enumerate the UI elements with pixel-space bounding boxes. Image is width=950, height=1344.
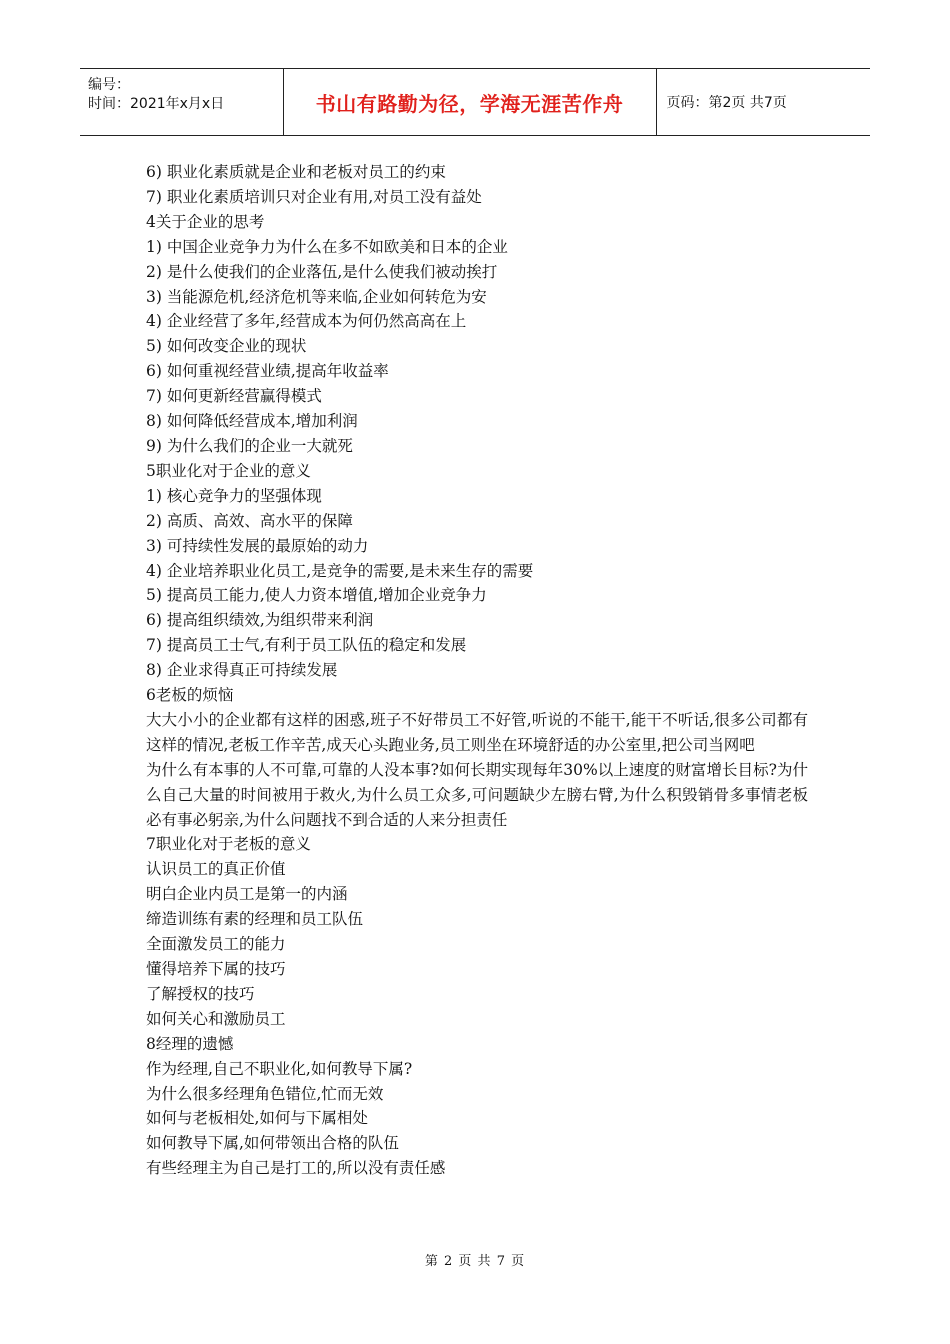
text-line: 5) 提高员工能力,使人力资本增值,增加企业竞争力 <box>146 586 487 605</box>
text-line: 6) 如何重视经营业绩,提高年收益率 <box>146 362 389 381</box>
section-heading: 4关于企业的思考 <box>146 212 265 231</box>
text-line: 8) 企业求得真正可持续发展 <box>146 661 338 680</box>
text-line: 认识员工的真正价值 <box>146 860 286 879</box>
text-line: 1) 中国企业竞争力为什么在多不如欧美和日本的企业 <box>146 237 508 256</box>
text-line: 8) 如何降低经营成本,增加利润 <box>146 412 358 431</box>
header-motto-cell <box>283 69 656 136</box>
text-line: 7) 如何更新经营赢得模式 <box>146 387 322 406</box>
text-line: 了解授权的技巧 <box>146 984 255 1003</box>
text-line: 懂得培养下属的技巧 <box>146 960 286 978</box>
document-date-label: 时间：2021年x月x日 <box>88 96 225 112</box>
text-line: 如何与老板相处,如何与下属相处 <box>146 1109 368 1128</box>
header-meta <box>80 69 283 136</box>
text-line: 为什么很多经理角色错位,忙而无效 <box>146 1084 384 1103</box>
text-line: 有些经理主为自己是打工的,所以没有责任感 <box>146 1159 446 1178</box>
text-line: 6) 提高组织绩效,为组织带来利润 <box>146 611 374 630</box>
text-line: 如何关心和激励员工 <box>146 1009 286 1028</box>
text-line: 全面激发员工的能力 <box>146 935 286 954</box>
document-number-label: 编号： <box>88 77 130 93</box>
paragraph: 为什么有本事的人不可靠,可靠的人没本事?如何长期实现每年30%以上速度的财富增长目标?为什么自己大量的时间被用于救火,为什么员工众多,可问题缺少左膀右臂,为什么积毁销骨多事情老板必有事必躬亲,为什么问题找不到合适的人来分担责任 <box>146 760 808 829</box>
text-line: 7) 职业化素质培训只对企业有用,对员工没有益处 <box>146 187 482 206</box>
section-heading: 7职业化对于老板的意义 <box>146 835 311 854</box>
text-line: 缔造训练有素的经理和员工队伍 <box>146 910 364 929</box>
header-page-number: 页码：第2页 共7页 <box>666 95 787 111</box>
text-line: 3) 可持续性发展的最原始的动力 <box>146 536 369 555</box>
section-heading: 8经理的遗憾 <box>146 1034 234 1053</box>
text-line: 7) 提高员工士气,有利于员工队伍的稳定和发展 <box>146 636 467 655</box>
text-line: 9) 为什么我们的企业一大就死 <box>146 436 353 455</box>
text-line: 5) 如何改变企业的现状 <box>146 337 307 356</box>
page-footer: 第 2 页 共 7 页 <box>424 1254 526 1269</box>
header-motto: 书山有路勤为径，学海无涯苦作舟 <box>315 91 624 116</box>
text-line: 作为经理,自己不职业化,如何教导下属? <box>146 1059 413 1078</box>
document-body <box>146 160 808 1181</box>
section-heading: 5职业化对于企业的意义 <box>146 461 311 480</box>
paragraph: 大大小小的企业都有这样的困惑,班子不好带员工不好管,听说的不能干,能干不听话,很多公司都有这样的情况,老板工作辛苦,成天心头跑业务,员工则坐在环境舒适的办公室里,把公司当网吧 <box>146 710 808 754</box>
page-header <box>80 68 870 136</box>
text-line: 3) 当能源危机,经济危机等来临,企业如何转危为安 <box>146 287 487 306</box>
text-line: 6) 职业化素质就是企业和老板对员工的约束 <box>146 163 446 181</box>
text-line: 2) 是什么使我们的企业落伍,是什么使我们被动挨打 <box>146 262 498 281</box>
text-line: 4) 企业培养职业化员工,是竞争的需要,是未来生存的需要 <box>146 561 534 580</box>
text-line: 4) 企业经营了多年,经营成本为何仍然高高在上 <box>146 312 467 331</box>
header-page-cell <box>656 69 870 136</box>
text-line: 明白企业内员工是第一的内涵 <box>146 885 348 904</box>
section-heading: 6老板的烦恼 <box>146 686 234 705</box>
text-line: 如何教导下属,如何带领出合格的队伍 <box>146 1134 399 1153</box>
text-line: 1) 核心竞争力的坚强体现 <box>146 486 322 505</box>
text-line: 2) 高质、高效、高水平的保障 <box>146 511 353 530</box>
